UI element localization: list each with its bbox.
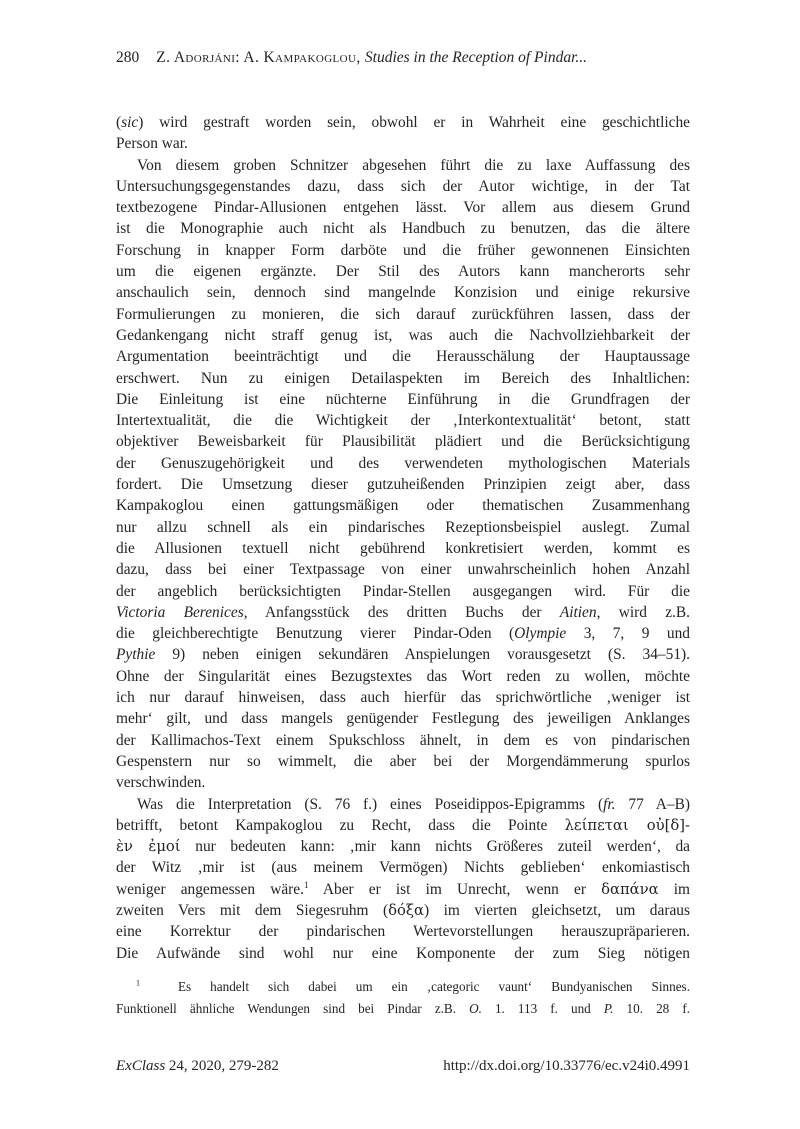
text-line	[116, 708, 690, 729]
text-segment: ) im vierten gleichsetzt, um daraus	[424, 901, 690, 919]
journal-citation	[116, 1058, 279, 1075]
text-line	[116, 815, 690, 836]
text-line	[116, 976, 690, 998]
text-line	[116, 517, 690, 538]
text-segment: Was die Interpretation (S. 76 f.) eines Poseidippos-Epigramms (	[137, 795, 604, 813]
text-line	[116, 304, 690, 325]
text-segment: Die Einleitung ist eine nüchterne Einführung in die Grundfragen der	[116, 390, 690, 408]
doi-text: http://dx.doi.org/10.33776/ec.v24i0.4991	[443, 1058, 690, 1074]
italic-text: Aitien	[559, 603, 597, 621]
greek-text: ὲν ἐμοί	[116, 838, 181, 856]
italic-text: Studies in the Reception of Pindar...	[364, 49, 588, 66]
text-segment: 1. 113 f. und	[481, 1000, 604, 1016]
text-segment: ich nur darauf hinweisen, dass auch hierfür das sprichwörtliche ‚weniger ist	[116, 689, 690, 707]
text-line	[116, 453, 690, 474]
text-line	[116, 155, 690, 176]
text-line	[116, 900, 690, 921]
italic-text: Pythie	[116, 646, 156, 664]
text-line	[116, 751, 690, 772]
footnote	[116, 976, 690, 1019]
running-header	[116, 49, 690, 67]
text-segment: , wird z.B.	[596, 603, 691, 621]
text-line	[116, 133, 690, 154]
text-segment: , Anfangsstück des dritten Buchs der	[243, 603, 560, 621]
text-line	[116, 431, 690, 452]
text-line	[116, 581, 690, 602]
text-segment: Forschung in knapper Form darböte und die früher gewonnenen Einsichten	[116, 241, 690, 259]
italic-text: P.	[603, 1000, 614, 1016]
text-segment: 3, 7, 9 und	[566, 625, 690, 643]
text-line	[116, 410, 690, 431]
text-segment: der angeblich berücksichtigten Pindar-Stellen ausgegangen wird. Für die	[116, 582, 690, 600]
text-segment: nur allzu schnell als ein pindarisches Rezeptionsbeispiel auslegt. Zumal	[116, 518, 690, 536]
text-line	[116, 879, 690, 900]
italic-text: O.	[469, 1000, 482, 1016]
text-line	[116, 602, 690, 623]
text-segment: Es handelt sich dabei um ein ‚categoric vaunt‘ Bundyanischen Sinnes.	[139, 979, 690, 994]
text-segment: eine Korrektur der pindarischen Wertevorstellungen herauszupräparieren.	[116, 923, 690, 941]
text-segment: Funktionell ähnliche Wendungen sind bei Pindar z.B.	[116, 1000, 470, 1016]
text-segment: Untersuchungsgegenstandes dazu, dass sich der Autor wichtige, in der Tat	[116, 177, 690, 195]
text-line	[116, 218, 690, 239]
text-segment: 9) neben einigen sekundären Anspielungen vorausgesetzt (S. 34–51).	[155, 646, 690, 664]
text-segment: Formulierungen zu monieren, die sich darauf zurückführen lassen, dass der	[116, 305, 690, 323]
text-segment: Von diesem groben Schnitzer abgesehen führt die zu laxe Auffassung des	[137, 156, 690, 174]
text-segment: Gespenstern nur so wimmelt, die aber bei der Morgendämmerung spurlos	[116, 752, 690, 770]
text-line	[116, 197, 690, 218]
text-segment: um die eigenen ergänzte. Der Stil des Autors kann mancherorts sehr	[116, 263, 690, 281]
greek-text: δόξα	[388, 901, 425, 919]
text-line	[116, 112, 690, 133]
text-segment: der Witz ‚mir ist (aus meinem Vermögen) Nichts geblieben‘ enkomiastisch	[116, 859, 690, 877]
running-head-text	[156, 49, 587, 66]
text-segment: 77 A–B)	[615, 795, 691, 813]
text-segment: Aber er ist im Unrecht, wenn er	[308, 880, 602, 898]
text-line	[116, 687, 690, 708]
text-segment: im	[658, 880, 690, 898]
text-line	[116, 836, 690, 857]
text-segment: Argumentation beeinträchtigt und die Herausschälung der Hauptaussage	[116, 348, 690, 366]
text-segment: zweiten Vers mit dem Siegesruhm (	[116, 901, 389, 919]
text-segment: mehr‘ gilt, und dass mangels genügender Festlegung des jeweiligen Anklanges	[116, 710, 690, 728]
text-line	[116, 666, 690, 687]
text-segment: verschwinden.	[116, 774, 206, 792]
text-segment: der Kallimachos-Text einem Spukschloss ähnelt, in dem es von pindarischen	[116, 731, 690, 749]
page-footer	[116, 1058, 690, 1080]
text-segment: der Genuszugehörigkeit und des verwendeten mythologischen Materials	[116, 454, 690, 472]
text-segment: Person war.	[116, 135, 188, 153]
small-caps-text: Z. Adorjáni: A. Kampakoglou,	[156, 49, 365, 66]
text-line	[116, 857, 690, 878]
text-segment: erschwert. Nun zu einigen Detailaspekten im Bereich des Inhaltlichen:	[116, 369, 690, 387]
text-segment: (	[116, 114, 122, 131]
italic-text: Victoria Berenices	[116, 603, 244, 621]
text-segment: betrifft, betont Kampakoglou zu Recht, dass die Pointe	[116, 816, 565, 834]
text-segment: Intertextualität, die die Wichtigkeit der ‚Interkontextualität‘ betont, statt	[116, 412, 690, 430]
text-segment: 24, 2020, 279-282	[165, 1058, 279, 1074]
greek-text: δαπάνα	[601, 880, 659, 898]
text-line	[116, 730, 690, 751]
text-segment: Ohne der Singularität eines Bezugstextes das Wort reden zu wollen, möchte	[116, 667, 690, 685]
text-segment: textbezogene Pindar-Allusionen entgehen lässt. Vor allem aus diesem Grund	[116, 199, 690, 217]
text-line	[116, 559, 690, 580]
text-segment: objektiver Beweisbarkeit für Plausibilität plädiert und die Berücksichtigung	[116, 433, 690, 451]
text-segment: ) wird gestraft worden sein, obwohl er in Wahrheit eine geschichtliche	[138, 114, 690, 131]
italic-text: Olympie	[514, 625, 567, 643]
text-segment: 10. 28 f.	[613, 1000, 691, 1016]
text-line	[116, 474, 690, 495]
text-line	[116, 325, 690, 346]
footnote-reference: 1	[303, 879, 309, 890]
footnote-reference: 1	[136, 978, 140, 988]
text-line	[116, 346, 690, 367]
text-line	[116, 495, 690, 516]
italic-text: sic	[121, 114, 139, 131]
text-line	[116, 389, 690, 410]
text-line	[116, 943, 690, 964]
text-line	[116, 368, 690, 389]
italic-text: ExClass	[116, 1058, 166, 1074]
text-line	[116, 921, 690, 942]
text-segment: dazu, dass bei einer Textpassage von einer unwahrscheinlich hohen Anzahl	[116, 561, 690, 579]
text-line	[116, 772, 690, 793]
text-segment: ist die Monographie auch nicht als Handbuch zu benutzen, das die ältere	[116, 220, 690, 238]
text-segment: weniger angemessen wäre.	[116, 880, 304, 898]
text-segment: Kampakoglou einen gattungsmäßigen oder thematischen Zusammenhang	[116, 497, 690, 515]
italic-text: fr.	[603, 795, 616, 813]
text-line	[116, 538, 690, 559]
text-segment: nur bedeuten kann: ‚mir kann nichts Größeres zuteil werden‘, da	[180, 838, 690, 856]
text-line	[116, 282, 690, 303]
text-line	[116, 998, 690, 1020]
text-segment: Die Aufwände sind wohl nur eine Komponente der zum Sieg nötigen	[116, 944, 690, 962]
text-line	[116, 644, 690, 665]
text-line	[116, 794, 690, 815]
text-segment: die Allusionen textuell nicht gebührend konkretisiert werden, kommt es	[116, 539, 690, 557]
text-segment: fordert. Die Umsetzung dieser gutzuheißenden Prinzipien zeigt aber, dass	[116, 476, 690, 494]
page-number: 280	[116, 49, 140, 66]
greek-text: λείπεται οὐ[δ]-	[564, 816, 690, 834]
text-line	[116, 623, 690, 644]
text-segment: anschaulich sein, dennoch sind mangelnde Konzision und einige rekursive	[116, 284, 690, 302]
text-segment: die gleichberechtigte Benutzung vierer Pindar-Oden (	[116, 625, 515, 643]
review-body-text	[116, 112, 690, 964]
text-line	[116, 261, 690, 282]
text-line	[116, 176, 690, 197]
text-segment: Gedankengang nicht straff genug ist, was auch die Nachvollziehbarkeit der	[116, 326, 690, 344]
text-line	[116, 240, 690, 261]
